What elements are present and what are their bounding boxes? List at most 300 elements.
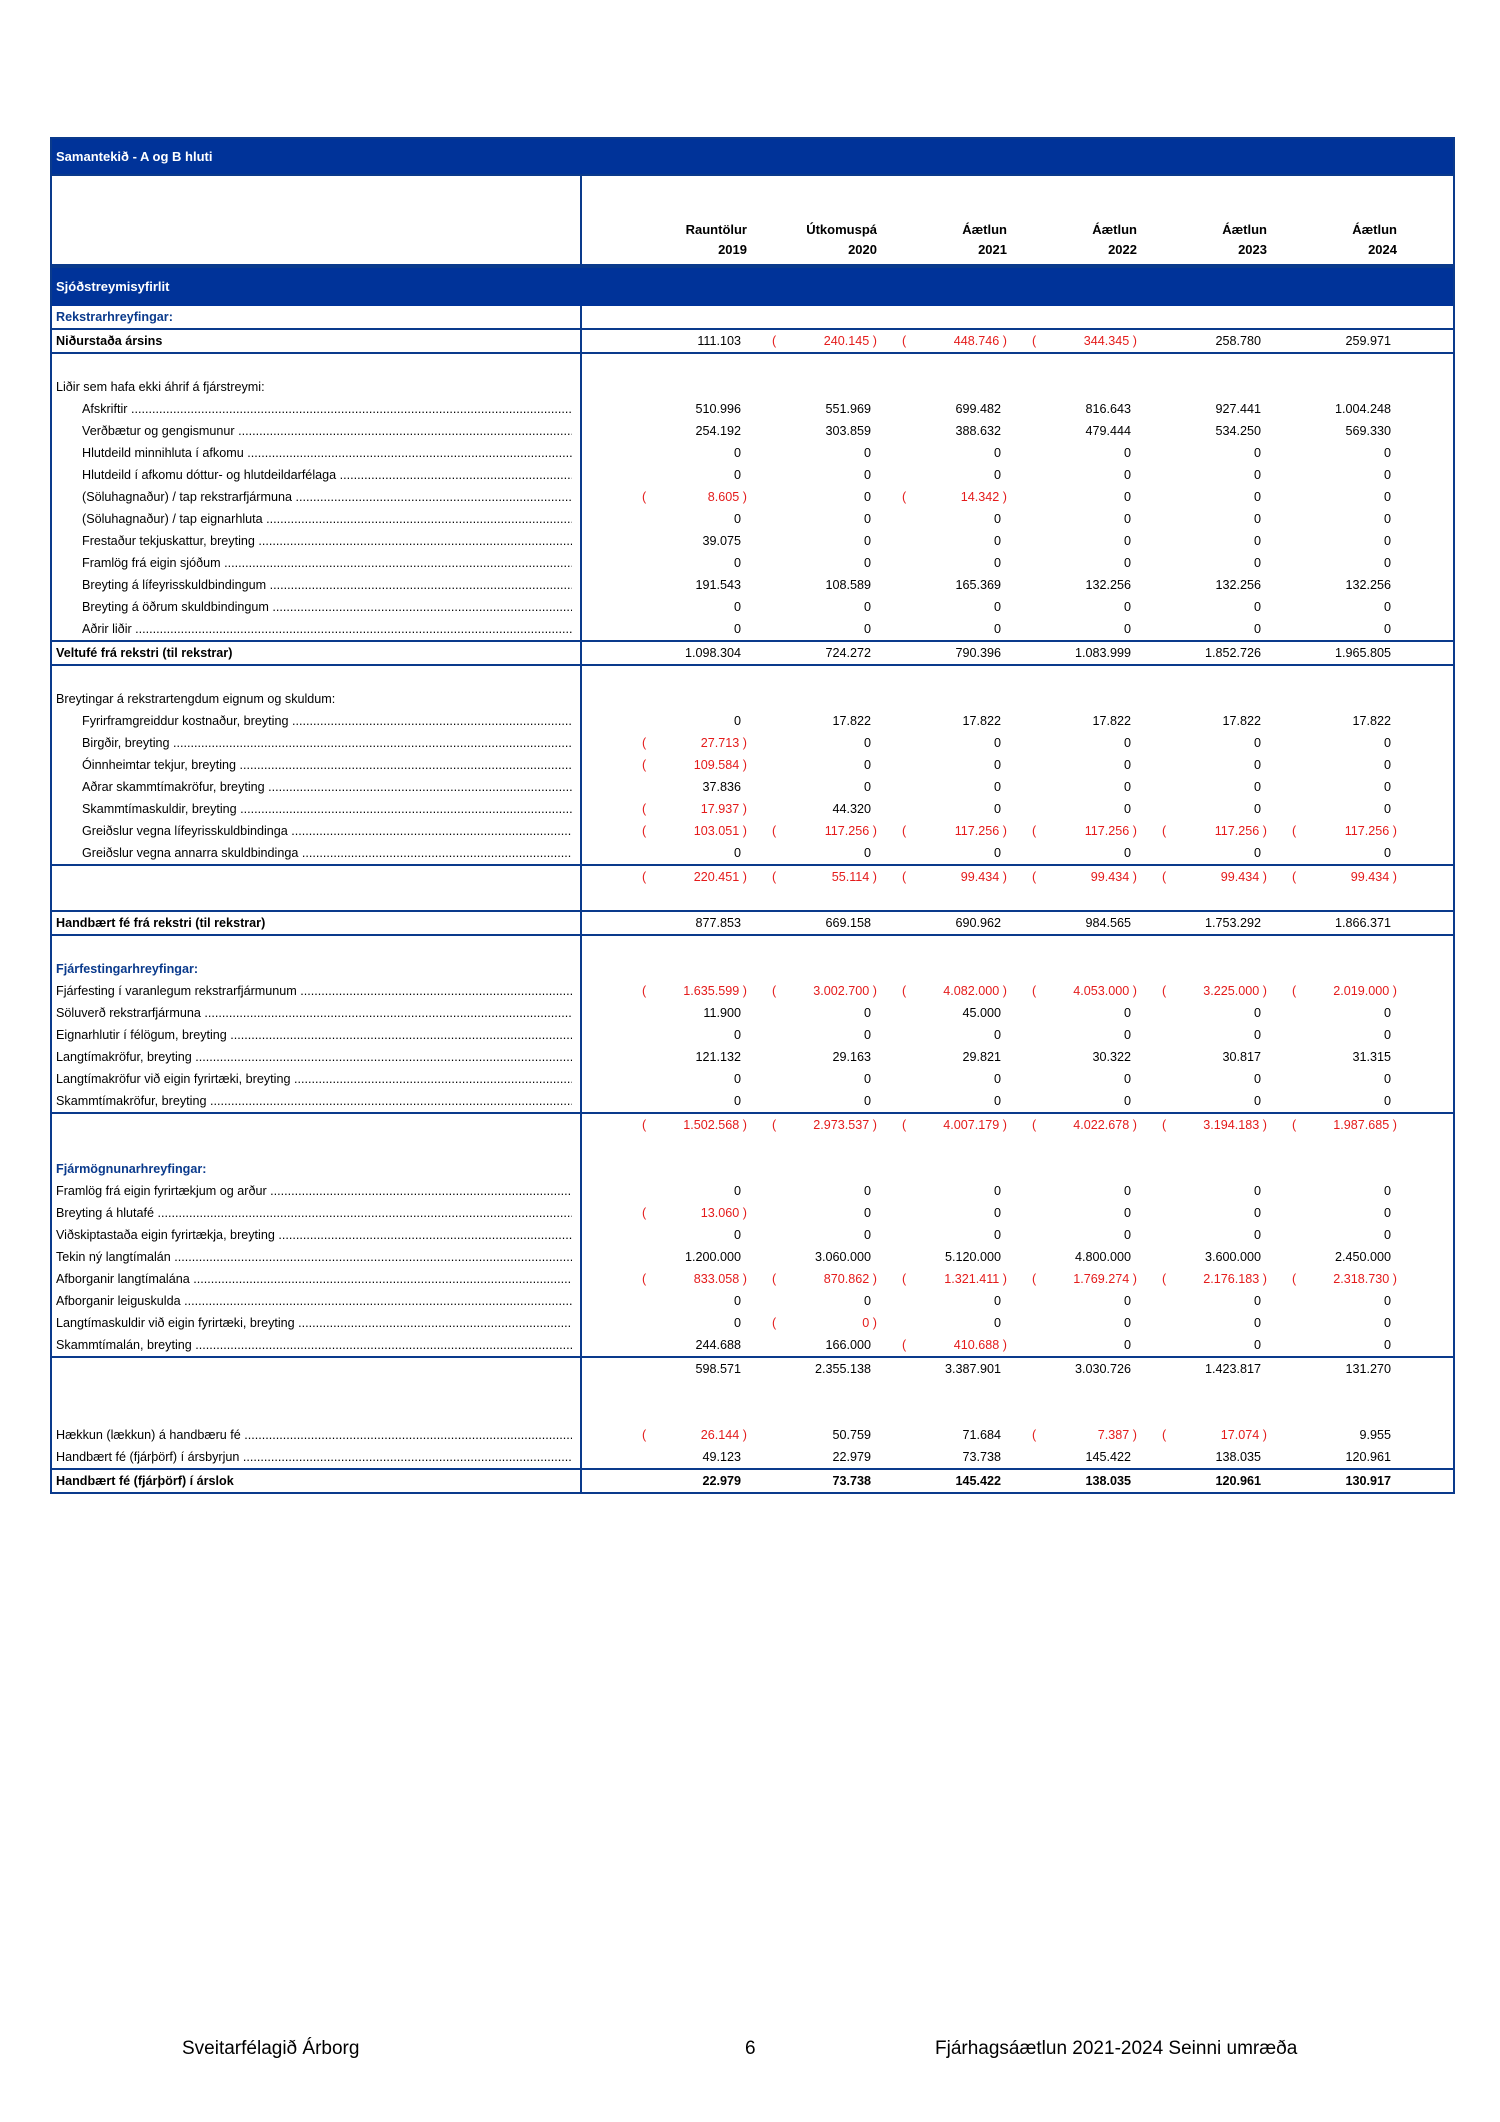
column-year: 2019 — [718, 242, 747, 257]
table-row — [52, 798, 1453, 820]
value-cell: 0 — [1383, 512, 1391, 526]
value-cell: 0 — [1383, 534, 1391, 548]
row-label: Birgðir, breyting ..... — [82, 732, 572, 754]
value-cell: 0 — [1253, 1338, 1261, 1352]
value-cell: 0 — [1253, 468, 1261, 482]
value-cell: 724.272 — [825, 646, 871, 660]
value-cell: 0 — [993, 534, 1001, 548]
row-label: Söluverð rekstrarfjármuna ..... — [56, 1002, 572, 1024]
negative-paren: ( — [1032, 984, 1037, 998]
value-cell: 1.321.411 ) — [944, 1272, 1007, 1286]
value-cell: 17.822 — [832, 714, 871, 728]
value-cell: 0 — [733, 714, 741, 728]
value-cell: 0 — [993, 600, 1001, 614]
value-cell: 5.120.000 — [944, 1250, 1001, 1264]
value-cell: 138.035 — [1085, 1474, 1131, 1488]
value-cell: 0 — [1383, 758, 1391, 772]
value-cell: 816.643 — [1085, 402, 1131, 416]
value-cell: 0 — [1253, 1206, 1261, 1220]
value-cell: 4.082.000 ) — [943, 984, 1007, 998]
table-row — [52, 710, 1453, 732]
negative-paren: ( — [772, 984, 777, 998]
value-cell: 132.256 — [1345, 578, 1391, 592]
spacer-row — [52, 1402, 1453, 1424]
value-cell: 0 — [1383, 846, 1391, 860]
value-cell: 0 — [863, 1006, 871, 1020]
negative-paren: ( — [1162, 984, 1167, 998]
row-label: Veltufé frá rekstri (til rekstrar) — [56, 646, 233, 660]
row-label: Viðskiptastaða eigin fyrirtækja, breyting ..... — [56, 1224, 572, 1246]
spacer-row — [52, 1136, 1453, 1158]
table-row — [52, 776, 1453, 798]
table-row — [52, 688, 1453, 710]
value-cell: 0 — [1383, 600, 1391, 614]
value-cell: 120.961 — [1215, 1474, 1261, 1488]
row-label: Aðrir liðir ..... — [82, 618, 572, 640]
column-label: Áætlun — [1222, 222, 1267, 237]
column-header — [52, 174, 1453, 266]
value-cell: 0 — [1383, 1184, 1391, 1198]
value-cell: 4.007.179 ) — [943, 1118, 1007, 1132]
table-row — [52, 530, 1453, 552]
column-divider — [580, 176, 582, 264]
value-cell: 37.836 — [702, 780, 741, 794]
table-row — [52, 442, 1453, 464]
table-row — [52, 1246, 1453, 1268]
value-cell: 3.194.183 ) — [1203, 1118, 1267, 1132]
table-row — [52, 732, 1453, 754]
value-cell: 0 — [863, 600, 871, 614]
value-cell: 0 — [863, 1072, 871, 1086]
value-cell: 111.103 — [697, 334, 741, 348]
value-cell: 0 — [993, 1094, 1001, 1108]
value-cell: 0 — [863, 556, 871, 570]
value-cell: 0 — [1123, 1206, 1131, 1220]
column-header-1 — [627, 220, 747, 260]
value-cell: 73.738 — [962, 1450, 1001, 1464]
value-cell: 259.971 — [1345, 334, 1391, 348]
value-cell: 1.965.805 — [1334, 646, 1391, 660]
value-cell: 0 — [863, 780, 871, 794]
row-label: Skammtímalán, breyting ..... — [56, 1334, 572, 1356]
table-row — [52, 1158, 1453, 1180]
negative-paren: ( — [642, 1272, 647, 1286]
value-cell: 132.256 — [1215, 578, 1261, 592]
value-cell: 3.060.000 — [814, 1250, 871, 1264]
row-label: Greiðslur vegna annarra skuldbindinga ..... — [82, 842, 572, 864]
value-cell: 0 — [1253, 1228, 1261, 1242]
value-cell: 109.584 ) — [693, 758, 747, 772]
table-row — [52, 328, 1453, 352]
value-cell: 0 — [1253, 1094, 1261, 1108]
value-cell: 1.852.726 — [1204, 646, 1261, 660]
negative-paren: ( — [1032, 1118, 1037, 1132]
value-cell: 0 — [1383, 1028, 1391, 1042]
negative-paren: ( — [642, 870, 647, 884]
row-label: Framlög frá eigin sjóðum ..... — [82, 552, 572, 574]
table-row — [52, 552, 1453, 574]
value-cell: 3.387.901 — [944, 1362, 1001, 1376]
table-body — [52, 306, 1453, 1492]
table-row — [52, 306, 1453, 328]
value-cell: 1.769.274 ) — [1073, 1272, 1137, 1286]
value-cell: 30.817 — [1222, 1050, 1261, 1064]
negative-paren: ( — [1162, 1118, 1167, 1132]
row-label: Hlutdeild minnihluta í afkomu ..... — [82, 442, 572, 464]
negative-paren: ( — [642, 984, 647, 998]
negative-paren: ( — [902, 1118, 907, 1132]
value-cell: 598.571 — [695, 1362, 741, 1376]
value-cell: 0 — [1123, 622, 1131, 636]
value-cell: 1.423.817 — [1204, 1362, 1261, 1376]
value-cell: 0 — [1383, 1006, 1391, 1020]
value-cell: 99.434 ) — [1220, 870, 1267, 884]
negative-paren: ( — [772, 334, 777, 348]
value-cell: 870.862 ) — [823, 1272, 877, 1286]
value-cell: 0 — [1123, 490, 1131, 504]
value-cell: 303.859 — [825, 424, 871, 438]
negative-paren: ( — [902, 870, 907, 884]
value-cell: 11.900 — [703, 1006, 741, 1020]
value-cell: 117.256 ) — [1344, 824, 1397, 838]
column-year: 2024 — [1368, 242, 1397, 257]
column-label: Áætlun — [962, 222, 1007, 237]
value-cell: 99.434 ) — [1350, 870, 1397, 884]
value-cell: 99.434 ) — [1090, 870, 1137, 884]
table-row — [52, 1112, 1453, 1136]
value-cell: 0 ) — [862, 1316, 877, 1330]
value-cell: 254.192 — [695, 424, 741, 438]
value-cell: 0 — [863, 1206, 871, 1220]
value-cell: 0 — [1383, 780, 1391, 794]
column-label: Rauntölur — [685, 222, 747, 237]
value-cell: 44.320 — [832, 802, 871, 816]
negative-paren: ( — [642, 758, 647, 772]
negative-paren: ( — [642, 1118, 647, 1132]
row-label: Tekin ný langtímalán ..... — [56, 1246, 572, 1268]
value-cell: 551.969 — [825, 402, 871, 416]
column-year: 2020 — [848, 242, 877, 257]
value-cell: 1.200.000 — [684, 1250, 741, 1264]
negative-paren: ( — [1032, 824, 1037, 838]
value-cell: 0 — [1383, 622, 1391, 636]
value-cell: 4.053.000 ) — [1073, 984, 1137, 998]
value-cell: 103.051 ) — [693, 824, 747, 838]
table-row — [52, 1024, 1453, 1046]
value-cell: 0 — [863, 846, 871, 860]
table-row — [52, 1046, 1453, 1068]
value-cell: 0 — [1123, 1028, 1131, 1042]
row-label: Eignarhlutir í félögum, breyting ..... — [56, 1024, 572, 1046]
table-row — [52, 820, 1453, 842]
value-cell: 0 — [1383, 556, 1391, 570]
table-row — [52, 1424, 1453, 1446]
value-cell: 0 — [1123, 600, 1131, 614]
value-cell: 0 — [1383, 446, 1391, 460]
row-label: Handbært fé frá rekstri (til rekstrar) — [56, 916, 266, 930]
value-cell: 0 — [1253, 1294, 1261, 1308]
value-cell: 410.688 ) — [953, 1338, 1007, 1352]
footer-right: Fjárhagsáætlun 2021-2024 Seinni umræða — [935, 2038, 1298, 2059]
table-row — [52, 1068, 1453, 1090]
value-cell: 569.330 — [1345, 424, 1391, 438]
value-cell: 0 — [1383, 1294, 1391, 1308]
negative-paren: ( — [1292, 984, 1297, 998]
negative-paren: ( — [1032, 1428, 1037, 1442]
value-cell: 0 — [1253, 846, 1261, 860]
value-cell: 27.713 ) — [700, 736, 747, 750]
value-cell: 534.250 — [1215, 424, 1261, 438]
value-cell: 0 — [1383, 490, 1391, 504]
value-cell: 0 — [993, 736, 1001, 750]
value-cell: 0 — [1123, 1228, 1131, 1242]
value-cell: 0 — [863, 1184, 871, 1198]
negative-paren: ( — [902, 1272, 907, 1286]
negative-paren: ( — [1162, 870, 1167, 884]
row-label: Langtímakröfur við eigin fyrirtæki, breyting ..... — [56, 1068, 572, 1090]
negative-paren: ( — [642, 736, 647, 750]
value-cell: 0 — [1253, 758, 1261, 772]
negative-paren: ( — [1032, 334, 1037, 348]
column-header-6 — [1277, 220, 1397, 260]
negative-paren: ( — [1162, 1272, 1167, 1286]
value-cell: 0 — [1383, 802, 1391, 816]
value-cell: 0 — [1253, 490, 1261, 504]
value-cell: 17.937 ) — [700, 802, 747, 816]
negative-paren: ( — [642, 490, 647, 504]
value-cell: 30.322 — [1092, 1050, 1131, 1064]
row-label: (Söluhagnaður) / tap rekstrarfjármuna ..... — [82, 486, 572, 508]
value-cell: 2.450.000 — [1334, 1250, 1391, 1264]
value-cell: 8.605 ) — [707, 490, 747, 504]
cash-flow-table — [50, 137, 1455, 1494]
value-cell: 117.256 ) — [1084, 824, 1137, 838]
table-row — [52, 464, 1453, 486]
value-cell: 690.962 — [955, 916, 1001, 930]
value-cell: 4.022.678 ) — [1073, 1118, 1137, 1132]
spacer-row — [52, 934, 1453, 958]
table-row — [52, 640, 1453, 664]
value-cell: 0 — [863, 758, 871, 772]
value-cell: 0 — [1383, 1072, 1391, 1086]
value-cell: 2.318.730 ) — [1333, 1272, 1397, 1286]
value-cell: 0 — [1253, 600, 1261, 614]
value-cell: 0 — [1253, 1006, 1261, 1020]
value-cell: 0 — [1123, 468, 1131, 482]
table-row — [52, 958, 1453, 980]
column-header-2 — [757, 220, 877, 260]
value-cell: 790.396 — [955, 646, 1001, 660]
value-cell: 108.589 — [825, 578, 871, 592]
value-cell: 0 — [1123, 846, 1131, 860]
value-cell: 0 — [1123, 1072, 1131, 1086]
value-cell: 1.083.999 — [1074, 646, 1131, 660]
value-cell: 0 — [1383, 1338, 1391, 1352]
negative-paren: ( — [642, 824, 647, 838]
value-cell: 833.058 ) — [693, 1272, 747, 1286]
table-row — [52, 1312, 1453, 1334]
value-cell: 0 — [863, 490, 871, 504]
value-cell: 145.422 — [955, 1474, 1001, 1488]
value-cell: 29.821 — [962, 1050, 1001, 1064]
table-row — [52, 1468, 1453, 1492]
column-year: 2022 — [1108, 242, 1137, 257]
row-label: Greiðslur vegna lífeyrisskuldbindinga ..... — [82, 820, 572, 842]
row-label: Breyting á öðrum skuldbindingum ..... — [82, 596, 572, 618]
value-cell: 0 — [1253, 446, 1261, 460]
table-row — [52, 596, 1453, 618]
value-cell: 71.684 — [962, 1428, 1001, 1442]
value-cell: 0 — [993, 1028, 1001, 1042]
value-cell: 2.355.138 — [814, 1362, 871, 1376]
value-cell: 2.973.537 ) — [813, 1118, 877, 1132]
value-cell: 99.434 ) — [960, 870, 1007, 884]
value-cell: 510.996 — [695, 402, 741, 416]
negative-paren: ( — [772, 824, 777, 838]
negative-paren: ( — [772, 870, 777, 884]
column-year: 2021 — [978, 242, 1007, 257]
value-cell: 0 — [1253, 1028, 1261, 1042]
value-cell: 669.158 — [825, 916, 871, 930]
value-cell: 3.600.000 — [1204, 1250, 1261, 1264]
value-cell: 50.759 — [832, 1428, 871, 1442]
footer-left: Sveitarfélagið Árborg — [182, 2038, 360, 2059]
value-cell: 29.163 — [832, 1050, 871, 1064]
value-cell: 0 — [1383, 1228, 1391, 1242]
value-cell: 927.441 — [1215, 402, 1261, 416]
value-cell: 344.345 ) — [1083, 334, 1137, 348]
row-label: Handbært fé (fjárþörf) í ársbyrjun ..... — [56, 1446, 572, 1468]
value-cell: 0 — [993, 1316, 1001, 1330]
negative-paren: ( — [902, 824, 907, 838]
row-label: Langtímaskuldir við eigin fyrirtæki, breyting ..... — [56, 1312, 572, 1334]
table-row — [52, 1334, 1453, 1356]
value-cell: 31.315 — [1352, 1050, 1391, 1064]
value-cell: 0 — [1123, 446, 1131, 460]
value-cell: 0 — [993, 1072, 1001, 1086]
spacer-row — [52, 352, 1453, 376]
row-label: Frestaður tekjuskattur, breyting ..... — [82, 530, 572, 552]
value-cell: 3.002.700 ) — [813, 984, 877, 998]
table-title: Samantekið - A og B hluti — [52, 139, 1453, 174]
value-cell: 0 — [1253, 1072, 1261, 1086]
value-cell: 0 — [1383, 468, 1391, 482]
value-cell: 0 — [733, 446, 741, 460]
value-cell: 0 — [733, 468, 741, 482]
table-row — [52, 980, 1453, 1002]
table-row — [52, 486, 1453, 508]
value-cell: 0 — [733, 1294, 741, 1308]
table-row — [52, 910, 1453, 934]
table-row — [52, 1202, 1453, 1224]
column-label: Útkomuspá — [806, 222, 877, 237]
value-cell: 0 — [733, 1072, 741, 1086]
value-cell: 0 — [1123, 758, 1131, 772]
value-cell: 1.635.599 ) — [683, 984, 747, 998]
value-cell: 0 — [993, 1228, 1001, 1242]
row-label: Verðbætur og gengismunur ..... — [82, 420, 572, 442]
value-cell: 0 — [863, 736, 871, 750]
value-cell: 0 — [993, 758, 1001, 772]
row-label: Aðrar skammtímakröfur, breyting ..... — [82, 776, 572, 798]
row-label: Fjárfesting í varanlegum rekstrarfjármunum ..... — [56, 980, 572, 1002]
row-label: Hlutdeild í afkomu dóttur- og hlutdeildarfélaga ..... — [82, 464, 572, 486]
row-label: Niðurstaða ársins — [56, 334, 163, 348]
value-cell: 0 — [993, 446, 1001, 460]
value-cell: 0 — [1383, 736, 1391, 750]
table-row — [52, 842, 1453, 864]
negative-paren: ( — [902, 490, 907, 504]
value-cell: 22.979 — [832, 1450, 871, 1464]
value-cell: 0 — [733, 556, 741, 570]
value-cell: 1.987.685 ) — [1333, 1118, 1397, 1132]
value-cell: 9.955 — [1359, 1428, 1391, 1442]
value-cell: 130.917 — [1345, 1474, 1391, 1488]
value-cell: 191.543 — [695, 578, 741, 592]
negative-paren: ( — [1032, 1272, 1037, 1286]
value-cell: 0 — [863, 512, 871, 526]
column-label: Áætlun — [1092, 222, 1137, 237]
value-cell: 0 — [863, 1028, 871, 1042]
table-row — [52, 1002, 1453, 1024]
table-row — [52, 574, 1453, 596]
value-cell: 0 — [1383, 1206, 1391, 1220]
value-cell: 0 — [1253, 780, 1261, 794]
negative-paren: ( — [1162, 1428, 1167, 1442]
value-cell: 0 — [863, 1228, 871, 1242]
value-cell: 0 — [1253, 802, 1261, 816]
value-cell: 121.132 — [695, 1050, 741, 1064]
negative-paren: ( — [772, 1316, 777, 1330]
value-cell: 0 — [993, 846, 1001, 860]
value-cell: 0 — [863, 534, 871, 548]
value-cell: 73.738 — [832, 1474, 871, 1488]
value-cell: 0 — [733, 1028, 741, 1042]
negative-paren: ( — [902, 334, 907, 348]
value-cell: 132.256 — [1085, 578, 1131, 592]
row-label: Skammtímaskuldir, breyting ..... — [82, 798, 572, 820]
value-cell: 0 — [1123, 512, 1131, 526]
row-label: Breyting á lífeyrisskuldbindingum ..... — [82, 574, 572, 596]
page-number: 6 — [745, 2038, 756, 2059]
row-label: Afborganir langtímalána ..... — [56, 1268, 572, 1290]
value-cell: 0 — [863, 468, 871, 482]
value-cell: 4.800.000 — [1074, 1250, 1131, 1264]
value-cell: 14.342 ) — [960, 490, 1007, 504]
value-cell: 17.822 — [1352, 714, 1391, 728]
value-cell: 0 — [1383, 1094, 1391, 1108]
table-row — [52, 376, 1453, 398]
value-cell: 0 — [993, 1206, 1001, 1220]
row-label: Fjármögnunarhreyfingar: — [56, 1162, 207, 1176]
value-cell: 117.256 ) — [954, 824, 1007, 838]
spacer-row — [52, 888, 1453, 910]
column-label: Áætlun — [1352, 222, 1397, 237]
value-cell: 0 — [993, 802, 1001, 816]
value-cell: 0 — [993, 1294, 1001, 1308]
table-row — [52, 1268, 1453, 1290]
value-cell: 7.387 ) — [1097, 1428, 1137, 1442]
value-cell: 2.176.183 ) — [1203, 1272, 1267, 1286]
column-header-5 — [1147, 220, 1267, 260]
negative-paren: ( — [1162, 824, 1167, 838]
row-label: Hækkun (lækkun) á handbæru fé ..... — [56, 1424, 572, 1446]
value-cell: 45.000 — [962, 1006, 1001, 1020]
value-cell: 984.565 — [1085, 916, 1131, 930]
value-cell: 0 — [1123, 802, 1131, 816]
value-cell: 1.098.304 — [684, 646, 741, 660]
value-cell: 17.074 ) — [1220, 1428, 1267, 1442]
